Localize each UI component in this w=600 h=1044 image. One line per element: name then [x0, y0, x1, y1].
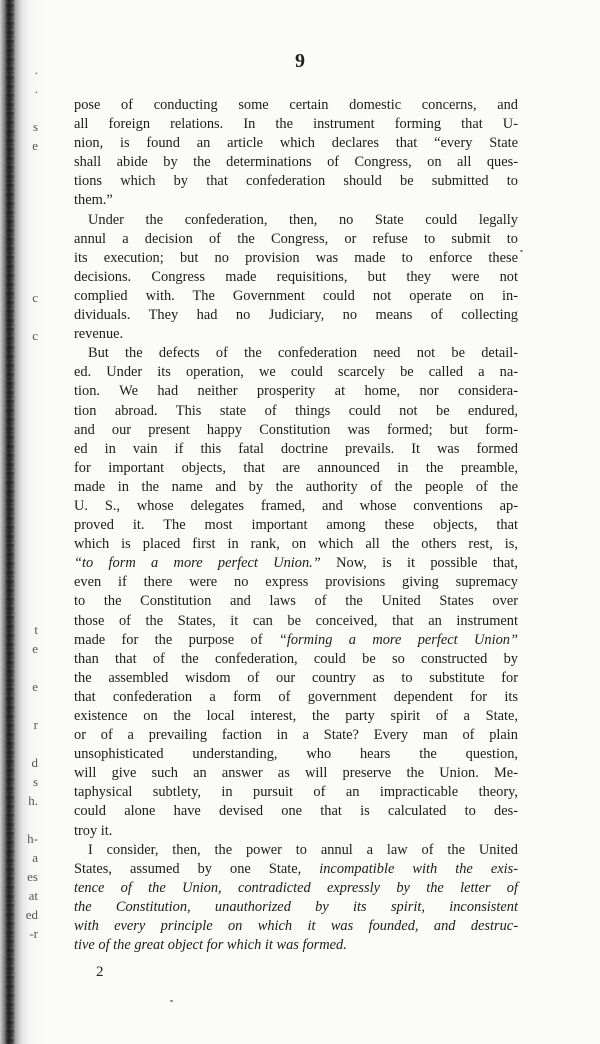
text-line: States, assumed by one State, incompatible with the exis-: [74, 860, 519, 877]
text-line: nion, is found an article which declares that “every State: [74, 135, 518, 152]
margin-bleed-top: [0, 60, 42, 343]
text-line: and our present happy Constitution was formed; but form-: [74, 421, 518, 438]
text-line: shall abide by the determinations of Congress, on all ques-: [74, 154, 518, 171]
text-line: its execution; but no provision was made to enforce these: [74, 249, 518, 266]
bleed-fragment: [0, 193, 38, 212]
text-line: dividuals. They had no Judiciary, no means of collecting: [74, 307, 518, 324]
text-line: the Constitution, unauthorized by its spirit, inconsistent: [74, 898, 518, 915]
text-line: them.”: [74, 192, 113, 209]
text-line: I consider, then, the power to annul a law of the United: [88, 841, 518, 858]
paper-speck: [170, 1000, 173, 1002]
body-text: [74, 96, 518, 955]
text-line: annul a decision of the Congress, or refuse to submit to: [74, 230, 518, 247]
text-line: tions which by that confederation should be submitted to: [74, 173, 518, 190]
bleed-fragment: e: [32, 679, 38, 694]
text-line: for important objects, that are announced in the preamble,: [74, 459, 518, 476]
bleed-fragment: [0, 155, 38, 174]
bleed-fragment: [0, 810, 38, 829]
bleed-fragment: [0, 658, 38, 677]
text-line: will give such an answer as will preserve the Union. Me-: [74, 765, 518, 782]
text-line: tence of the Union, contradicted expressly by the letter of: [74, 879, 518, 896]
bleed-fragment: c: [32, 328, 38, 343]
bleed-fragment: d: [31, 755, 38, 770]
bleed-fragment: at: [28, 888, 38, 903]
text-line: tion. We had neither prosperity at home, nor considera-: [74, 383, 518, 400]
text-line: all foreign relations. In the instrument forming that U-: [74, 116, 518, 133]
text-line: with every principle on which it was founded, and destruc-: [74, 918, 518, 935]
bleed-fragment: h-: [27, 831, 38, 846]
text-line: pose of conducting some certain domestic concerns, and: [74, 97, 518, 113]
margin-bleed-bottom: [0, 620, 42, 980]
bleed-fragment: r: [33, 717, 38, 732]
bleed-fragment: ed: [25, 907, 38, 922]
text-line: than that of the confederation, could be so constructed by: [74, 650, 518, 667]
bleed-fragment: a: [32, 850, 38, 865]
bleed-fragment: e: [32, 138, 38, 153]
text-line: revenue.: [74, 326, 124, 343]
text-line: tion abroad. This state of things could not be endured,: [74, 402, 518, 419]
text-line: U. S., whose delegates framed, and whose conventions ap-: [74, 497, 518, 514]
bleed-fragment: h.: [28, 793, 38, 808]
bleed-fragment: [0, 212, 38, 231]
text-line: Under the confederation, then, no State could legally: [88, 211, 518, 228]
text-line: “to form a more perfect Union.” Now, is it possible that,: [74, 555, 518, 572]
bleed-fragment: [0, 307, 38, 326]
text-line: ed. Under its operation, we could scarcely be called a na-: [74, 364, 518, 381]
bleed-fragment: [0, 98, 38, 117]
text-line: could alone have devised one that is calculated to des-: [74, 803, 518, 820]
text-line: or of a prevailing faction in a State? Every man of plain: [74, 727, 518, 744]
text-line: unsophisticated understanding, who hears the question,: [74, 746, 518, 763]
text-line: the assembled wisdom of our country as to substitute for: [74, 669, 518, 686]
text-line: But the defects of the confederation need not be detail-: [88, 345, 518, 362]
bleed-fragment: -r: [29, 926, 38, 941]
bleed-fragment: e: [32, 641, 38, 656]
bleed-fragment: [0, 250, 38, 269]
text-line: which is placed first in rank, on which all the others rest, is,: [74, 536, 518, 553]
text-line: decisions. Congress made requisitions, but they were not: [74, 268, 518, 285]
bleed-fragment: c: [32, 290, 38, 305]
text-line: that confederation a form of government dependent for its: [74, 688, 518, 705]
text-line: taphysical subtlety, in pursuit of an impracticable theory,: [74, 784, 518, 801]
text-line: those of the States, it can be conceived, that an instrument: [74, 612, 518, 629]
bleed-fragment: s: [32, 119, 38, 134]
paper-speck: [520, 250, 523, 252]
bleed-fragment: es: [27, 869, 38, 884]
text-line: made in the name and by the authority of the people of the: [74, 478, 518, 495]
text-line: tive of the great object for which it was formed.: [74, 937, 347, 954]
bleed-fragment: s: [32, 774, 38, 789]
text-line: made for the purpose of “forming a more perfect Union”: [74, 631, 519, 648]
page-number: 9: [295, 50, 305, 72]
signature-mark: 2: [96, 964, 104, 980]
text-line: to the Constitution and laws of the United States over: [74, 593, 518, 610]
bleed-fragment: [0, 696, 38, 715]
bleed-fragment: t: [34, 622, 38, 637]
text-line: complied with. The Government could not operate on in-: [74, 287, 518, 304]
bleed-fragment: [0, 231, 38, 250]
bleed-fragment: [0, 174, 38, 193]
bleed-fragment: .: [34, 81, 38, 96]
text-line: troy it.: [74, 822, 113, 839]
bleed-fragment: .: [34, 62, 38, 77]
bleed-fragment: [0, 269, 38, 288]
text-line: even if there were no express provisions giving supremacy: [74, 574, 518, 591]
text-line: ed in vain if this fatal doctrine prevails. It was formed: [74, 440, 518, 457]
text-line: proved it. The most important among these objects, that: [74, 517, 518, 534]
text-line: existence on the local interest, the party spirit of a State,: [74, 708, 518, 724]
bleed-fragment: [0, 734, 38, 753]
